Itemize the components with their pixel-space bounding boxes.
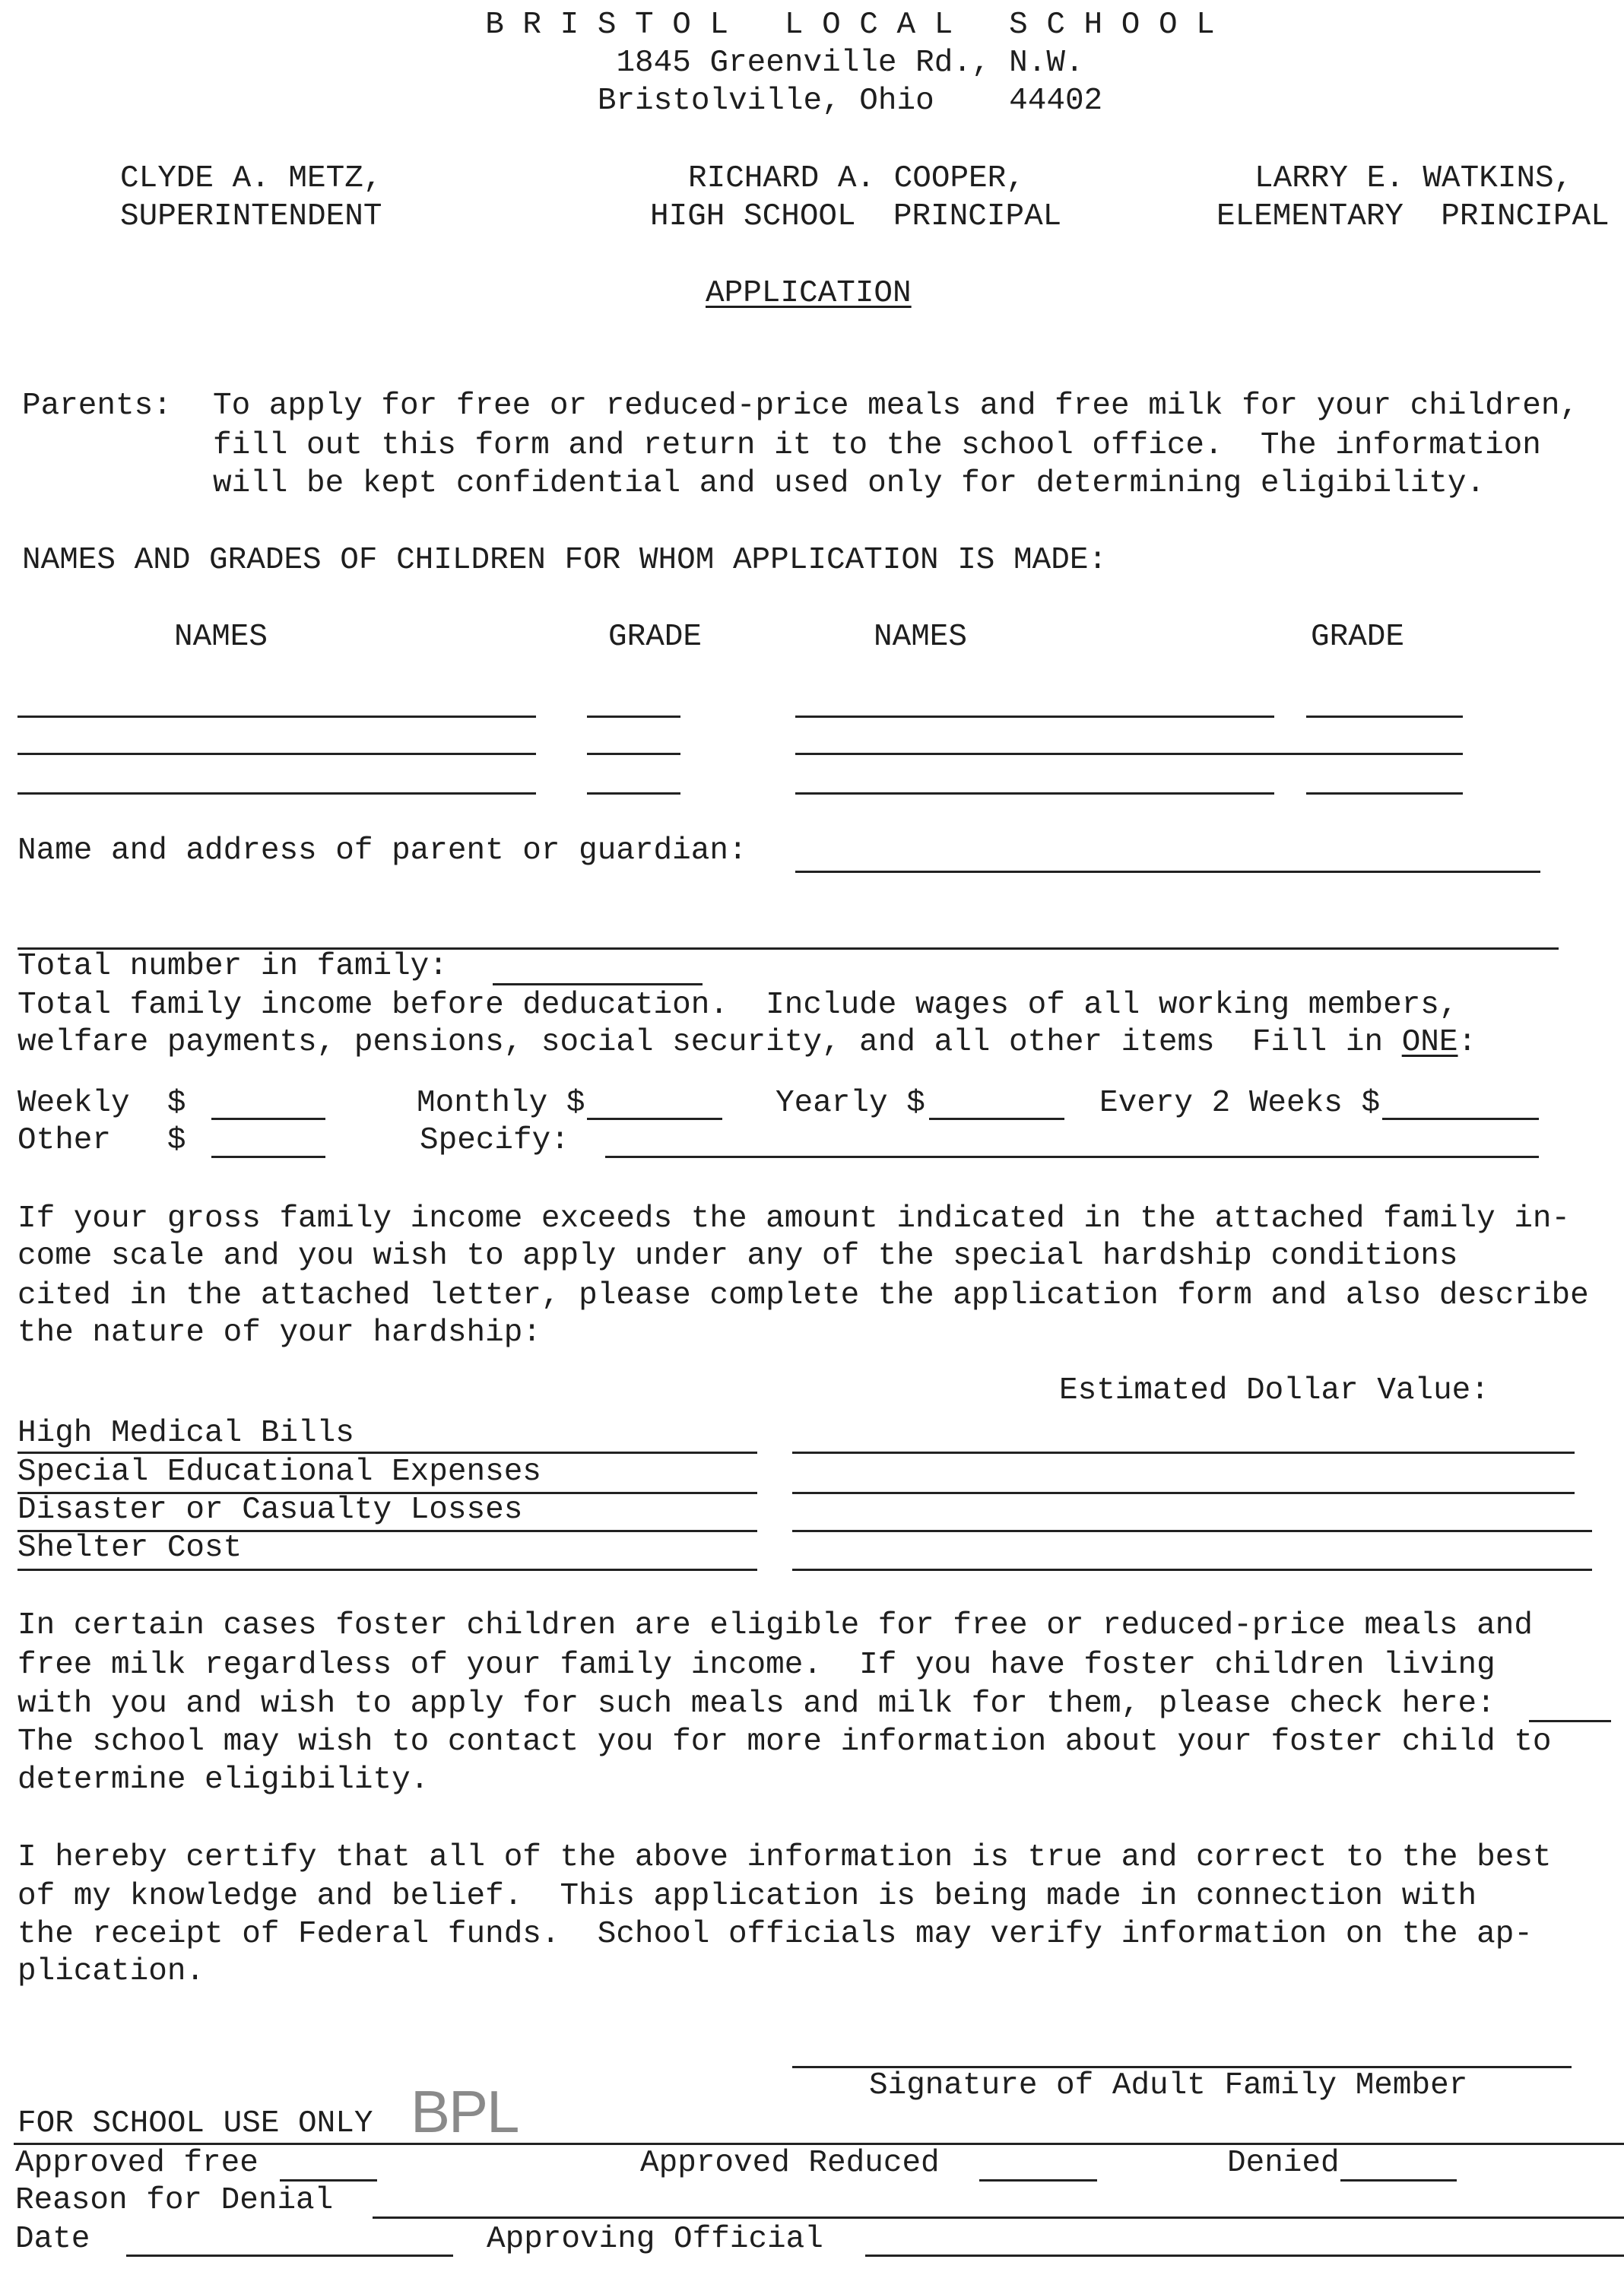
date-field[interactable] <box>126 2255 453 2257</box>
col-names-1: NAMES <box>174 620 268 655</box>
date-label: Date <box>15 2222 90 2257</box>
certify-text: the receipt of Federal funds. School officials may verify information on the ap- <box>17 1917 1533 1952</box>
income-text: Total family income before deducation. Include wages of all working members, <box>17 988 1458 1023</box>
yearly-label: Yearly $ <box>776 1086 925 1121</box>
disaster-value-field[interactable] <box>792 1530 1592 1532</box>
official-label: Approving Official <box>487 2222 823 2257</box>
school-use-heading: FOR SCHOOL USE ONLY <box>17 2106 373 2141</box>
approved-free-field[interactable] <box>280 2179 377 2182</box>
shelter-value-field[interactable] <box>792 1569 1592 1571</box>
reason-field[interactable] <box>373 2216 1624 2219</box>
monthly-field[interactable] <box>587 1118 722 1120</box>
hs-principal-title: HIGH SCHOOL PRINCIPAL <box>650 199 1062 234</box>
foster-text: with you and wish to apply for such meals and milk for them, please check here: <box>17 1687 1496 1721</box>
child-grade-field[interactable] <box>1306 716 1463 718</box>
child-name-field[interactable] <box>795 753 1463 755</box>
child-name-field[interactable] <box>17 753 536 755</box>
child-grade-field[interactable] <box>1306 792 1463 795</box>
reason-label: Reason for Denial <box>15 2183 334 2218</box>
denied-label: Denied <box>1227 2146 1340 2181</box>
col-grade-2: GRADE <box>1311 620 1405 655</box>
educational-value-field[interactable] <box>792 1492 1575 1494</box>
income-text: welfare payments, pensions, social security, and all other items Fill in ONE: <box>17 1025 1477 1060</box>
one-emphasis: ONE <box>1401 1025 1458 1060</box>
hardship-item: High Medical Bills <box>17 1416 354 1451</box>
elem-principal-name: LARRY E. WATKINS, <box>1254 161 1573 196</box>
col-names-2: NAMES <box>874 620 968 655</box>
col-grade-1: GRADE <box>608 620 703 655</box>
intro-line: fill out this form and return it to the school office. The information <box>213 428 1541 463</box>
specify-label: Specify: <box>420 1123 569 1158</box>
superintendent-title: SUPERINTENDENT <box>120 199 382 234</box>
divider <box>17 1569 757 1571</box>
intro-line: will be kept confidential and used only for determining eligibility. <box>213 466 1486 501</box>
medical-value-field[interactable] <box>792 1452 1575 1454</box>
guardian-label: Name and address of parent or guardian: <box>17 833 747 868</box>
biweekly-field[interactable] <box>1382 1118 1539 1120</box>
school-name: B R I S T O L L O C A L S C H O O L <box>485 8 1215 43</box>
child-grade-field[interactable] <box>587 792 680 795</box>
dollar-value-header: Estimated Dollar Value: <box>1059 1373 1489 1408</box>
form-title: APPLICATION <box>706 276 912 311</box>
certify-text: I hereby certify that all of the above information is true and correct to the best <box>17 1840 1552 1875</box>
hs-principal-name: RICHARD A. COOPER, <box>688 161 1025 196</box>
child-name-field[interactable] <box>795 716 1274 718</box>
foster-check-field[interactable] <box>1529 1720 1611 1722</box>
intro-label: Parents: <box>22 389 172 424</box>
intro-line: To apply for free or reduced-price meals and free milk for your children, <box>213 389 1579 424</box>
approved-reduced-field[interactable] <box>979 2179 1097 2182</box>
foster-text: The school may wish to contact you for more information about your foster child to <box>17 1725 1552 1760</box>
foster-text: determine eligibility. <box>17 1763 430 1798</box>
bpl-watermark: BPL <box>411 2078 519 2145</box>
weekly-label: Weekly $ <box>17 1086 186 1121</box>
child-grade-field[interactable] <box>587 716 680 718</box>
superintendent-name: CLYDE A. METZ, <box>120 161 382 196</box>
hardship-text: come scale and you wish to apply under any of the special hardship conditions <box>17 1239 1458 1274</box>
official-field[interactable] <box>865 2255 1624 2257</box>
hardship-item: Special Educational Expenses <box>17 1455 541 1490</box>
hardship-item: Disaster or Casualty Losses <box>17 1493 523 1528</box>
approved-free-label: Approved free <box>15 2146 259 2181</box>
specify-field[interactable] <box>605 1156 1539 1158</box>
family-total-label: Total number in family: <box>17 949 448 984</box>
children-heading: NAMES AND GRADES OF CHILDREN FOR WHOM APPLICATION IS MADE: <box>22 543 1108 578</box>
divider <box>17 1452 757 1454</box>
yearly-field[interactable] <box>929 1118 1064 1120</box>
child-name-field[interactable] <box>17 716 536 718</box>
guardian-name-field[interactable] <box>795 871 1540 873</box>
signature-label: Signature of Adult Family Member <box>869 2068 1468 2103</box>
certify-text: plication. <box>17 1954 205 1989</box>
divider <box>14 2143 1624 2145</box>
biweekly-label: Every 2 Weeks $ <box>1099 1086 1381 1121</box>
elem-principal-title: ELEMENTARY PRINCIPAL <box>1216 199 1610 234</box>
monthly-label: Monthly $ <box>417 1086 585 1121</box>
other-field[interactable] <box>211 1156 325 1158</box>
foster-text: free milk regardless of your family income. If you have foster children living <box>17 1648 1496 1683</box>
school-address-city: Bristolville, Ohio 44402 <box>597 84 1103 119</box>
child-name-field[interactable] <box>17 792 536 795</box>
other-label: Other $ <box>17 1123 186 1158</box>
foster-text: In certain cases foster children are eligible for free or reduced-price meals and <box>17 1608 1533 1643</box>
child-name-field[interactable] <box>795 792 1274 795</box>
certify-text: of my knowledge and belief. This application is being made in connection with <box>17 1879 1477 1914</box>
hardship-text: cited in the attached letter, please complete the application form and also describe <box>17 1278 1589 1313</box>
school-address-street: 1845 Greenville Rd., N.W. <box>616 46 1084 81</box>
child-grade-field[interactable] <box>587 753 680 755</box>
approved-reduced-label: Approved Reduced <box>640 2146 940 2181</box>
family-total-field[interactable] <box>493 983 703 985</box>
weekly-field[interactable] <box>211 1118 325 1120</box>
hardship-text: the nature of your hardship: <box>17 1315 541 1350</box>
denied-field[interactable] <box>1340 2179 1457 2182</box>
hardship-item: Shelter Cost <box>17 1531 243 1566</box>
hardship-text: If your gross family income exceeds the amount indicated in the attached family in- <box>17 1201 1571 1236</box>
